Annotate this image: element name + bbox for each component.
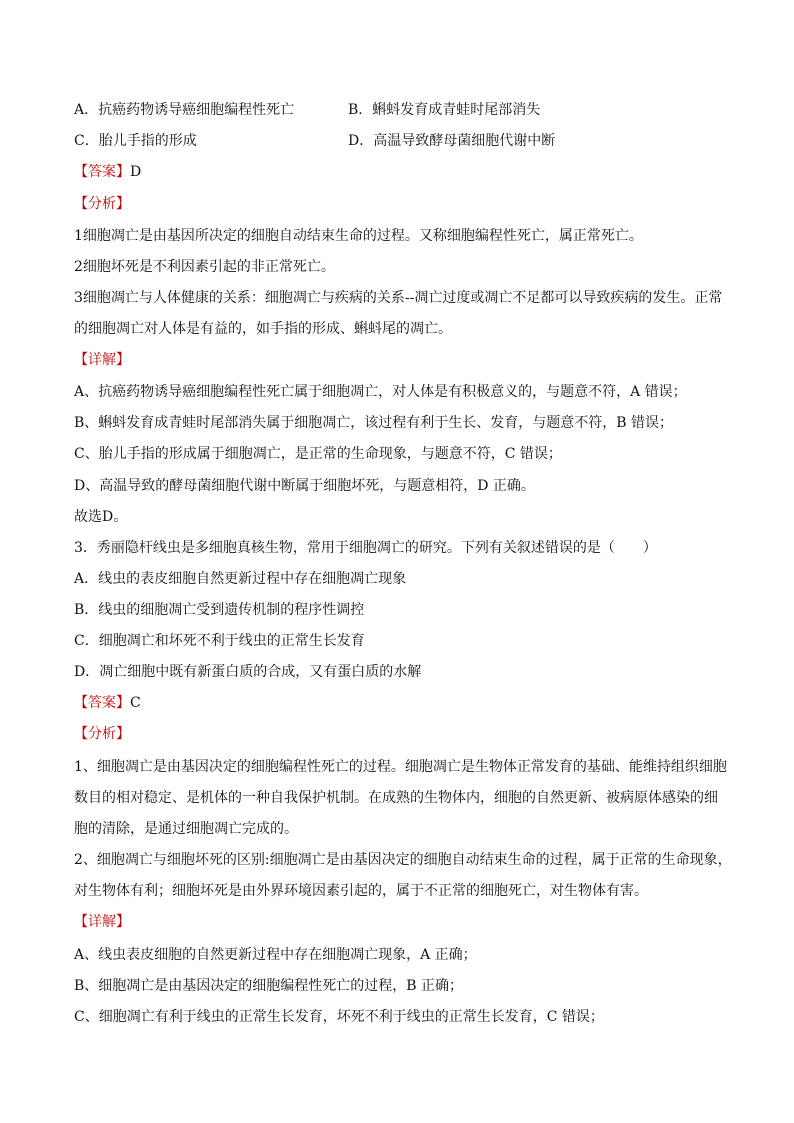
q2-detail-line-c: C、胎儿手指的形成属于细胞凋亡，是正常的生命现象，与题意不符，C 错误； (74, 446, 562, 462)
q3-option-a: A．线虫的表皮细胞自然更新过程中存在细胞凋亡现象 (74, 571, 407, 587)
q2-analysis-line-2: 2细胞坏死是不利因素引起的非正常死亡。 (74, 259, 335, 275)
q2-analysis-line-4: 的细胞凋亡对人体是有益的，如手指的形成、蝌蚪尾的凋亡。 (74, 321, 452, 337)
q3-detail-label: 【详解】 (74, 914, 130, 930)
q2-option-b: B．蝌蚪发育成青蛙时尾部消失 (348, 102, 541, 118)
q3-stem: 3．秀丽隐杆线虫是多细胞真核生物，常用于细胞凋亡的研究。下列有关叙述错误的是（ ） (74, 540, 657, 556)
q3-detail-line-c: C、细胞凋亡有利于线虫的正常生长发育，坏死不利于线虫的正常生长发育，C 错误； (74, 1009, 604, 1025)
q3-analysis-line-3: 胞的清除，是通过细胞凋亡完成的。 (74, 821, 298, 837)
q2-answer (74, 162, 734, 182)
q3-analysis-line-1: 1、细胞凋亡是由基因决定的细胞编程性死亡的过程。细胞凋亡是生物体正常发育的基础、能维持组织细胞 (74, 759, 727, 775)
q3-analysis-line-4: 2、细胞凋亡与细胞坏死的区别:细胞凋亡是由基因决定的细胞自动结束生命的过程，属于正常的生命现象， (74, 852, 732, 868)
q3-analysis-label: 【分析】 (74, 726, 130, 742)
q2-analysis-line-1: 1细胞凋亡是由基因所决定的细胞自动结束生命的过程。又称细胞编程性死亡，属正常死亡。 (74, 228, 643, 244)
q3-option-b: B．线虫的细胞凋亡受到遗传机制的程序性调控 (74, 602, 365, 618)
q2-detail-line-a: A、抗癌药物诱导癌细胞编程性死亡属于细胞凋亡，对人体是有积极意义的，与题意不符，A 错误； (74, 384, 687, 400)
q2-option-d: D．高温导致酵母菌细胞代谢中断 (348, 133, 556, 149)
q2-conclusion: 故选D。 (74, 509, 128, 525)
q2-detail-label: 【详解】 (74, 352, 130, 368)
q2-analysis-line-3: 3细胞凋亡与人体健康的关系：细胞凋亡与疾病的关系--凋亡过度或凋亡不足都可以导致疾病的发生。正常 (74, 290, 723, 306)
q2-option-c: C．胎儿手指的形成 (74, 133, 197, 149)
q2-answer-label: 【答案】 (74, 164, 130, 180)
q2-answer-value: D (130, 164, 142, 180)
q3-analysis-line-2: 数目的相对稳定、是机体的一种自我保护机制。在成熟的生物体内，细胞的自然更新、被病原体感染的细 (74, 790, 718, 806)
q3-answer (74, 693, 734, 713)
q2-option-a: A．抗癌药物诱导癌细胞编程性死亡 (74, 102, 295, 118)
q2-analysis-label: 【分析】 (74, 196, 130, 212)
q3-analysis-line-5: 对生物体有利；细胞坏死是由外界环境因素引起的，属于不正常的细胞死亡，对生物体有害。 (74, 883, 648, 899)
q3-detail-line-a: A、线虫表皮细胞的自然更新过程中存在细胞凋亡现象，A 正确； (74, 947, 477, 963)
q2-detail-line-b: B、蝌蚪发育成青蛙时尾部消失属于细胞凋亡，该过程有利于生长、发育，与题意不符，B 错误； (74, 415, 674, 431)
q3-answer-label: 【答案】 (74, 695, 130, 711)
q3-answer-value: C (130, 695, 141, 711)
q3-option-c: C．细胞凋亡和坏死不利于线虫的正常生长发育 (74, 633, 365, 649)
q3-option-d: D．凋亡细胞中既有新蛋白质的合成，又有蛋白质的水解 (74, 664, 422, 680)
q2-detail-line-d: D、高温导致的酵母菌细胞代谢中断属于细胞坏死，与题意相符，D 正确。 (74, 478, 535, 494)
q3-detail-line-b: B、细胞凋亡是由基因决定的细胞编程性死亡的过程，B 正确； (74, 978, 464, 994)
